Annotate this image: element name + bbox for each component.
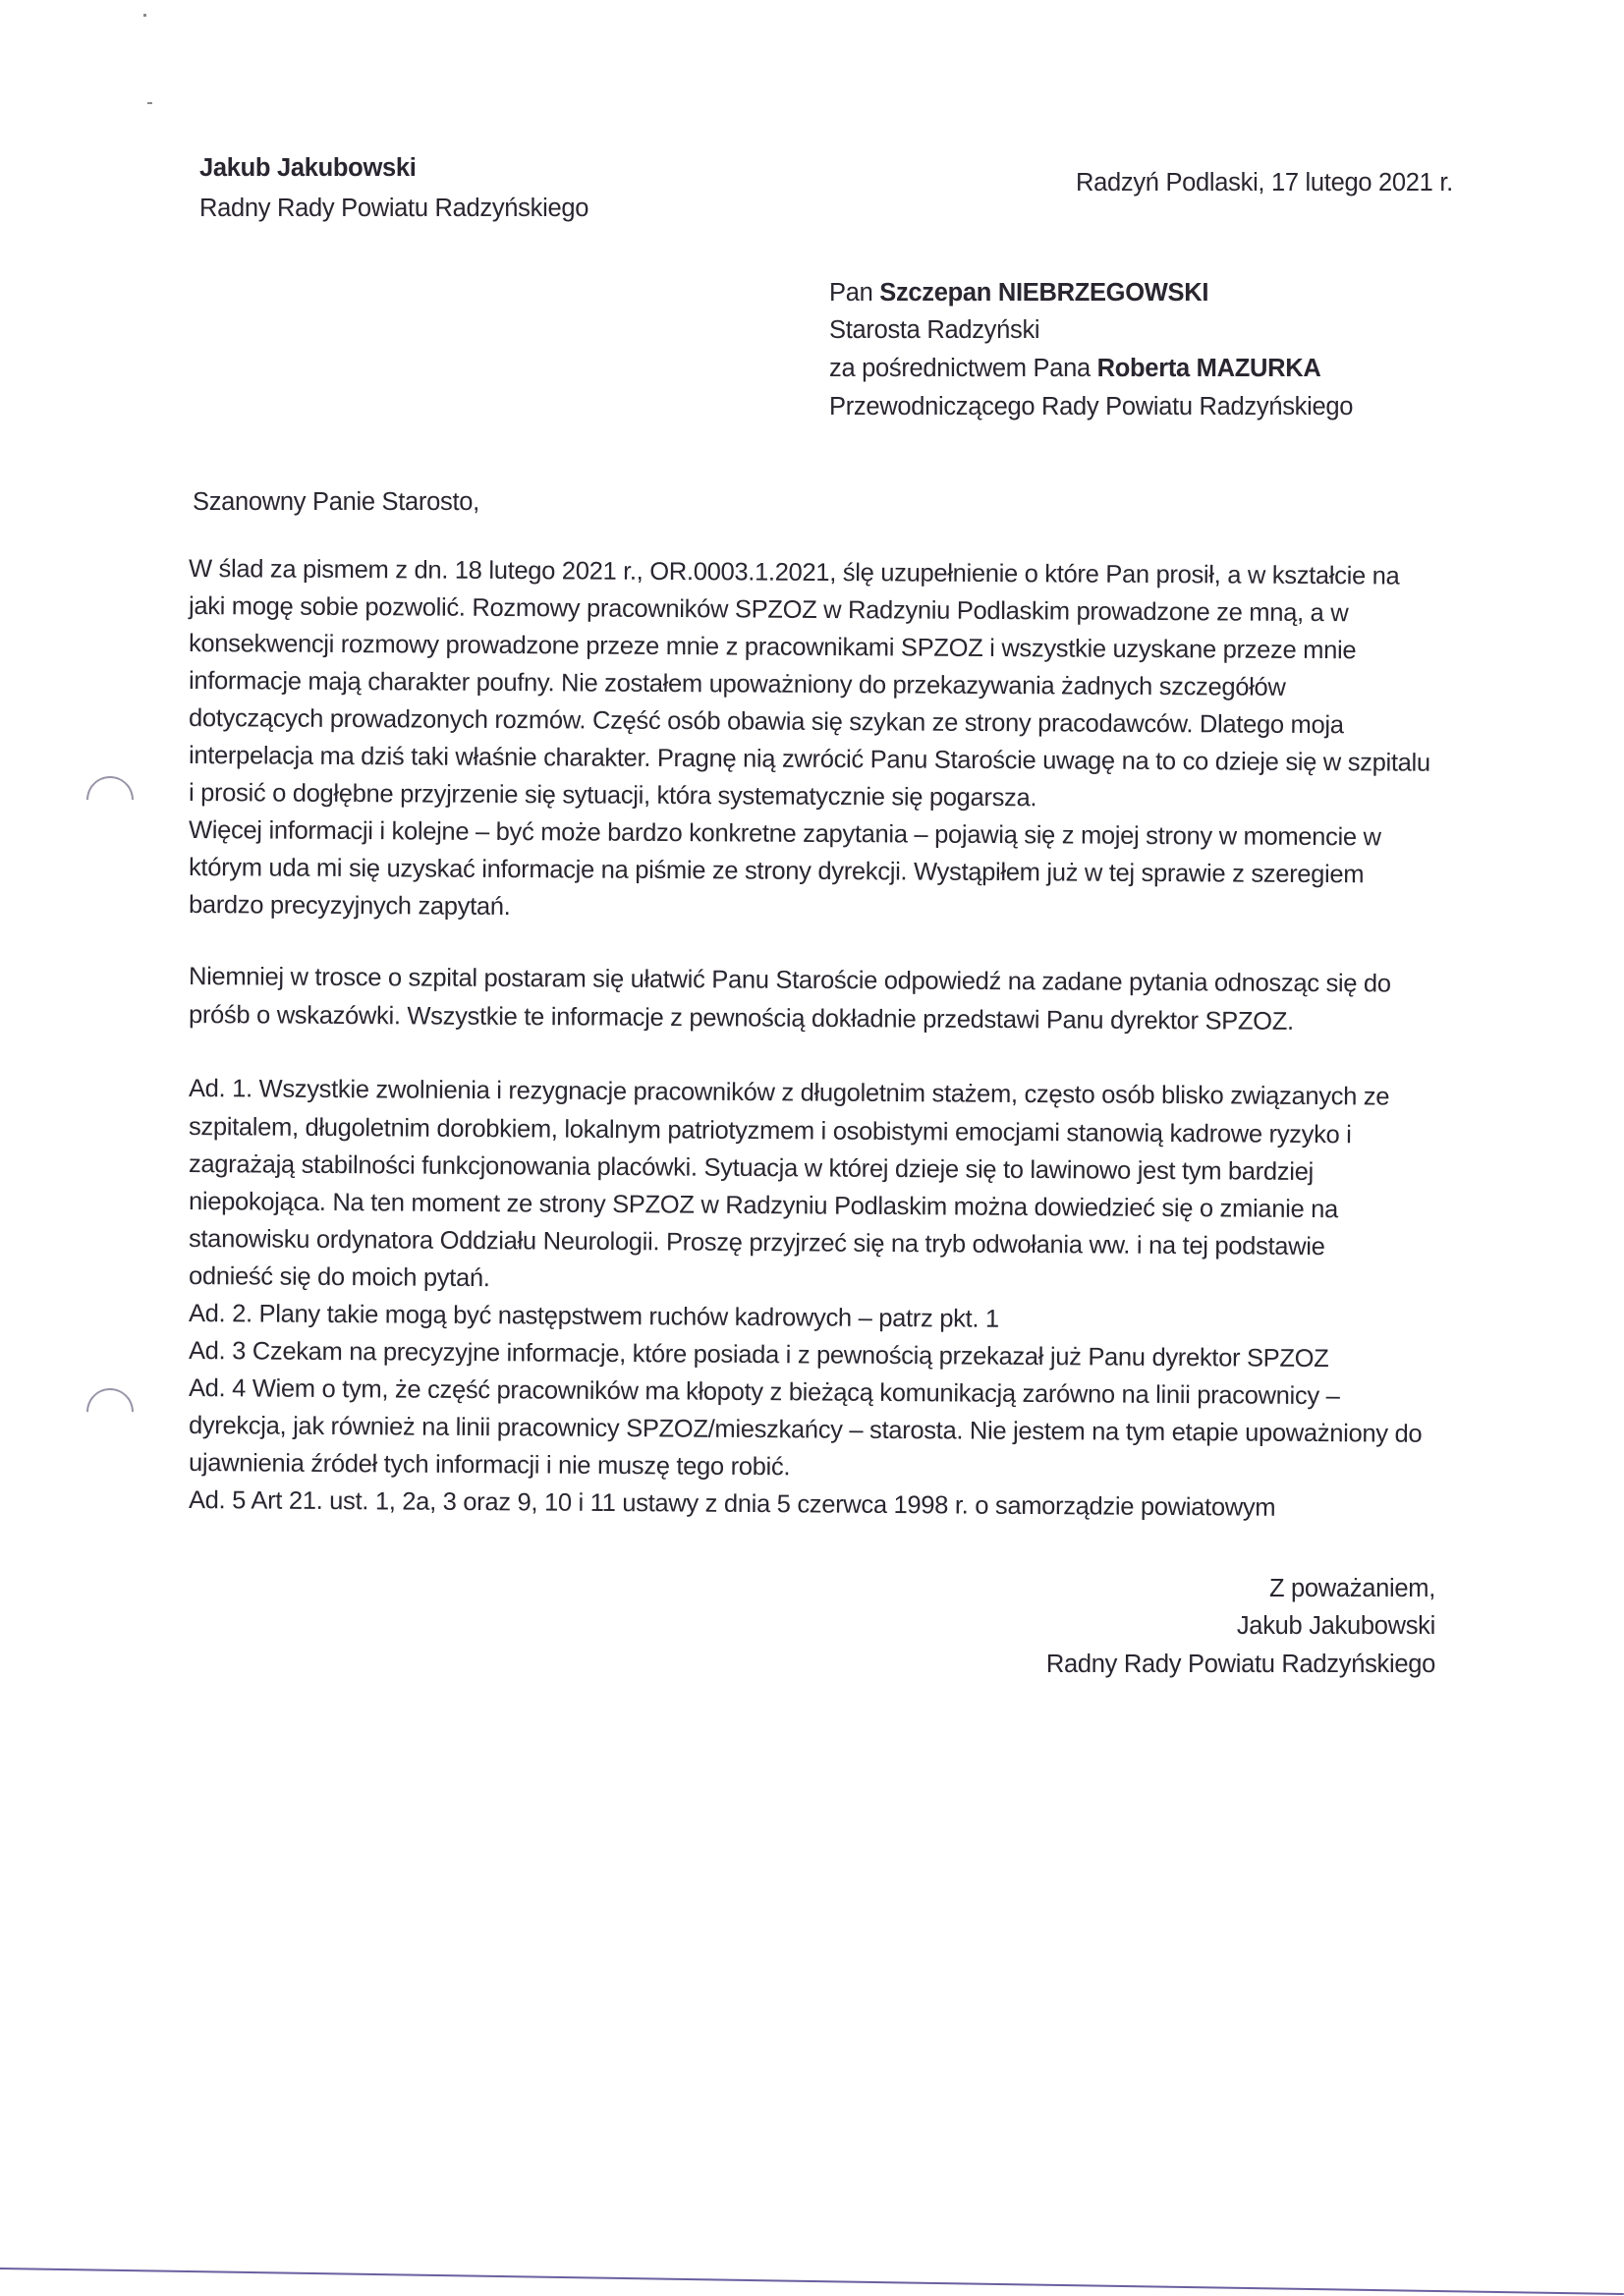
salutation: Szanowny Panie Starosto,	[193, 488, 479, 516]
intermediary-prefix: za pośrednictwem Pana	[829, 355, 1097, 382]
paragraph-line: interpelacja ma dziś taki właśnie charakter. Pragnę nią zwrócić Panu Staroście uwagę na to co dzieje się w szpitalu	[188, 742, 1430, 777]
paragraph-line: bardzo precyzyjnych zapytań.	[188, 891, 511, 922]
addressee-line-3	[829, 355, 1320, 383]
addressee-name: Szczepan NIEBRZEGOWSKI	[879, 279, 1209, 307]
addressee-line-1	[829, 279, 1208, 308]
paragraph-line: dotyczących prowadzonych rozmów. Część osób obawia się szykan ze strony pracodawców. Dlatego moja	[188, 704, 1344, 740]
paragraph-line: którym uda mi się uzyskać informacje na piśmie ze strony dyrekcji. Wystąpiłem już w tej sprawie z szeregiem	[188, 854, 1365, 889]
answer-line: Ad. 1. Wszystkie zwolnienia i rezygnacje pracowników z długoletnim stażem, często osób blisko związanych ze	[188, 1075, 1390, 1111]
addressee-line-2: Starosta Radzyński	[829, 316, 1040, 344]
paragraph-line: Więcej informacji i kolejne – być może bardzo konkretne zapytania – pojawią się z mojej strony w momencie w	[188, 816, 1381, 852]
intermediary-name: Roberta MAZURKA	[1096, 355, 1321, 382]
paragraph-line: W ślad za pismem z dn. 18 lutego 2021 r., OR.0003.1.2021, ślę uzupełnienie o które Pan prosił, a w kształcie na	[188, 555, 1400, 590]
paragraph-line: Niemniej w trosce o szpital postaram się ułatwić Panu Staroście odpowiedź na zadane pytania odnosząc się do	[188, 963, 1391, 998]
sender-title: Radny Rady Powiatu Radzyńskiego	[199, 195, 589, 222]
answer-line: odnieść się do moich pytań.	[188, 1262, 490, 1293]
answer-line: niepokojąca. Na ten moment ze strony SPZOZ w Radzyniu Podlaskim można dowiedzieć się o zmianie na	[188, 1188, 1339, 1224]
answer-line: Ad. 4 Wiem o tym, że część pracowników ma kłopoty z bieżącą komunikacją zarówno na linii pracownicy –	[188, 1374, 1340, 1411]
punch-hole-mark	[77, 766, 143, 833]
sender-name: Jakub Jakubowski	[199, 154, 417, 182]
signature-name: Jakub Jakubowski	[1236, 1612, 1435, 1640]
answer-line: ujawnienia źródeł tych informacji i nie muszę tego robić.	[188, 1449, 791, 1482]
date-line: Radzyń Podlaski, 17 lutego 2021 r.	[1076, 169, 1453, 196]
answer-line: stanowisku ordynatora Oddziału Neurologii. Proszę przyjrzeć się na tryb odwołania ww. i na tej podstawie	[188, 1225, 1325, 1261]
paragraph-line: i prosić o dogłębne przyjrzenie się sytuacji, która systematycznie się pogarsza.	[188, 779, 1037, 812]
answer-line: Ad. 2. Plany takie mogą być następstwem ruchów kadrowych – patrz pkt. 1	[188, 1300, 999, 1333]
answer-line: szpitalem, długoletnim dorobkiem, lokalnym patriotyzmem i osobistymi emocjami stanowią kadrowe ryzyko i	[188, 1113, 1352, 1149]
answer-line: dyrekcja, jak również na linii pracownicy SPZOZ/mieszkańcy – starosta. Nie jestem na tym etapie upoważniony do	[188, 1412, 1423, 1448]
scan-speck	[147, 102, 152, 104]
scan-edge-line	[0, 2268, 1624, 2295]
signature-title: Radny Rady Powiatu Radzyńskiego	[1045, 1651, 1435, 1678]
scan-speck	[143, 14, 146, 17]
answer-line: zagrażają stabilności funkcjonowania placówki. Sytuacja w której dzieje się to lawinowo jest tym bardziej	[188, 1150, 1314, 1186]
punch-hole-mark	[77, 1378, 143, 1445]
answer-line: Ad. 5 Art 21. ust. 1, 2a, 3 oraz 9, 10 i 11 ustawy z dnia 5 czerwca 1998 r. o samorządzie powiatowym	[188, 1486, 1276, 1522]
addressee-line-4: Przewodniczącego Rady Powiatu Radzyńskiego	[829, 393, 1354, 420]
paragraph-line: jaki mogę sobie pozwolić. Rozmowy pracowników SPZOZ w Radzyniu Podlaskim prowadzone ze mną, a w	[188, 592, 1349, 628]
answer-line: Ad. 3 Czekam na precyzyjne informacje, które posiada i z pewnością przekazał już Panu dyrektor SPZOZ	[188, 1337, 1329, 1373]
addressee-prefix: Pan	[829, 279, 880, 307]
paragraph-line: próśb o wskazówki. Wszystkie te informacje z pewnością dokładnie przedstawi Panu dyrektor SPZOZ.	[188, 1001, 1294, 1036]
paragraph-line: informacje mają charakter poufny. Nie zostałem upoważniony do przekazywania żadnych szczegółów	[188, 667, 1286, 701]
paragraph-line: konsekwencji rozmowy prowadzone przeze mnie z pracownikami SPZOZ i wszystkie uzyskane przeze mnie	[188, 630, 1357, 665]
closing: Z poważaniem,	[1268, 1575, 1435, 1602]
